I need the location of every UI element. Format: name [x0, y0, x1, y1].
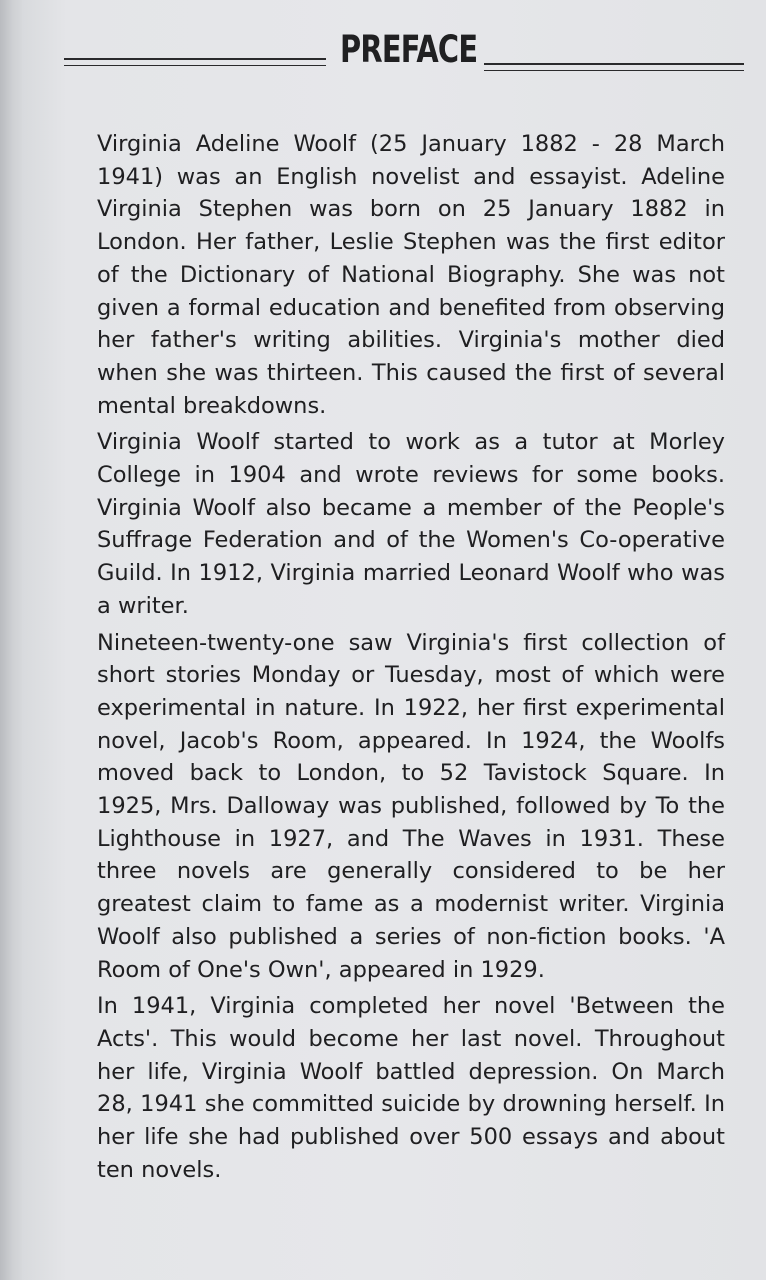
paragraph-2: Virginia Woolf started to work as a tutor at Morley College in 1904 and wrote reviews for some books. Virginia Woolf also became a member of the People's Suffrage Federation and of the Women's Co-operative Guild. In 1912, Virginia married Leonard Woolf who was a writer.	[97, 429, 725, 619]
header-rule-right	[484, 63, 744, 71]
header-rule-left	[64, 58, 326, 66]
page-title: PREFACE	[340, 28, 478, 71]
preface-body	[97, 128, 725, 1191]
book-spine-shadow	[0, 0, 22, 1280]
page-header	[64, 28, 744, 78]
paragraph-1: Virginia Adeline Woolf (25 January 1882 - 28 March 1941) was an English novelist and essayist. Adeline Virginia Stephen was born on 25 January 1882 in London. Her father, Leslie Stephen was the first editor of the Dictionary of National Biography. She was not given a formal education and benefited from observing her father's writing abilities. Virginia's mother died when she was thirteen. This caused the first of several mental breakdowns.	[97, 131, 725, 419]
paragraph-4: In 1941, Virginia completed her novel 'Between the Acts'. This would become her last novel. Throughout her life, Virginia Woolf battled depression. On March 28, 1941 she committed suicide by drowning herself. In her life she had published over 500 essays and about ten novels.	[97, 993, 725, 1183]
paragraph-3: Nineteen-twenty-one saw Virginia's first collection of short stories Monday or Tuesday, most of which were experimental in nature. In 1922, her first experimental novel, Jacob's Room, appeared. In 1924, the Woolfs moved back to London, to 52 Tavistock Square. In 1925, Mrs. Dalloway was published, followed by To the Lighthouse in 1927, and The Waves in 1931. These three novels are generally considered to be her greatest claim to fame as a modernist writer. Virginia Woolf also published a series of non-fiction books. 'A Room of One's Own', appeared in 1929.	[97, 629, 725, 983]
